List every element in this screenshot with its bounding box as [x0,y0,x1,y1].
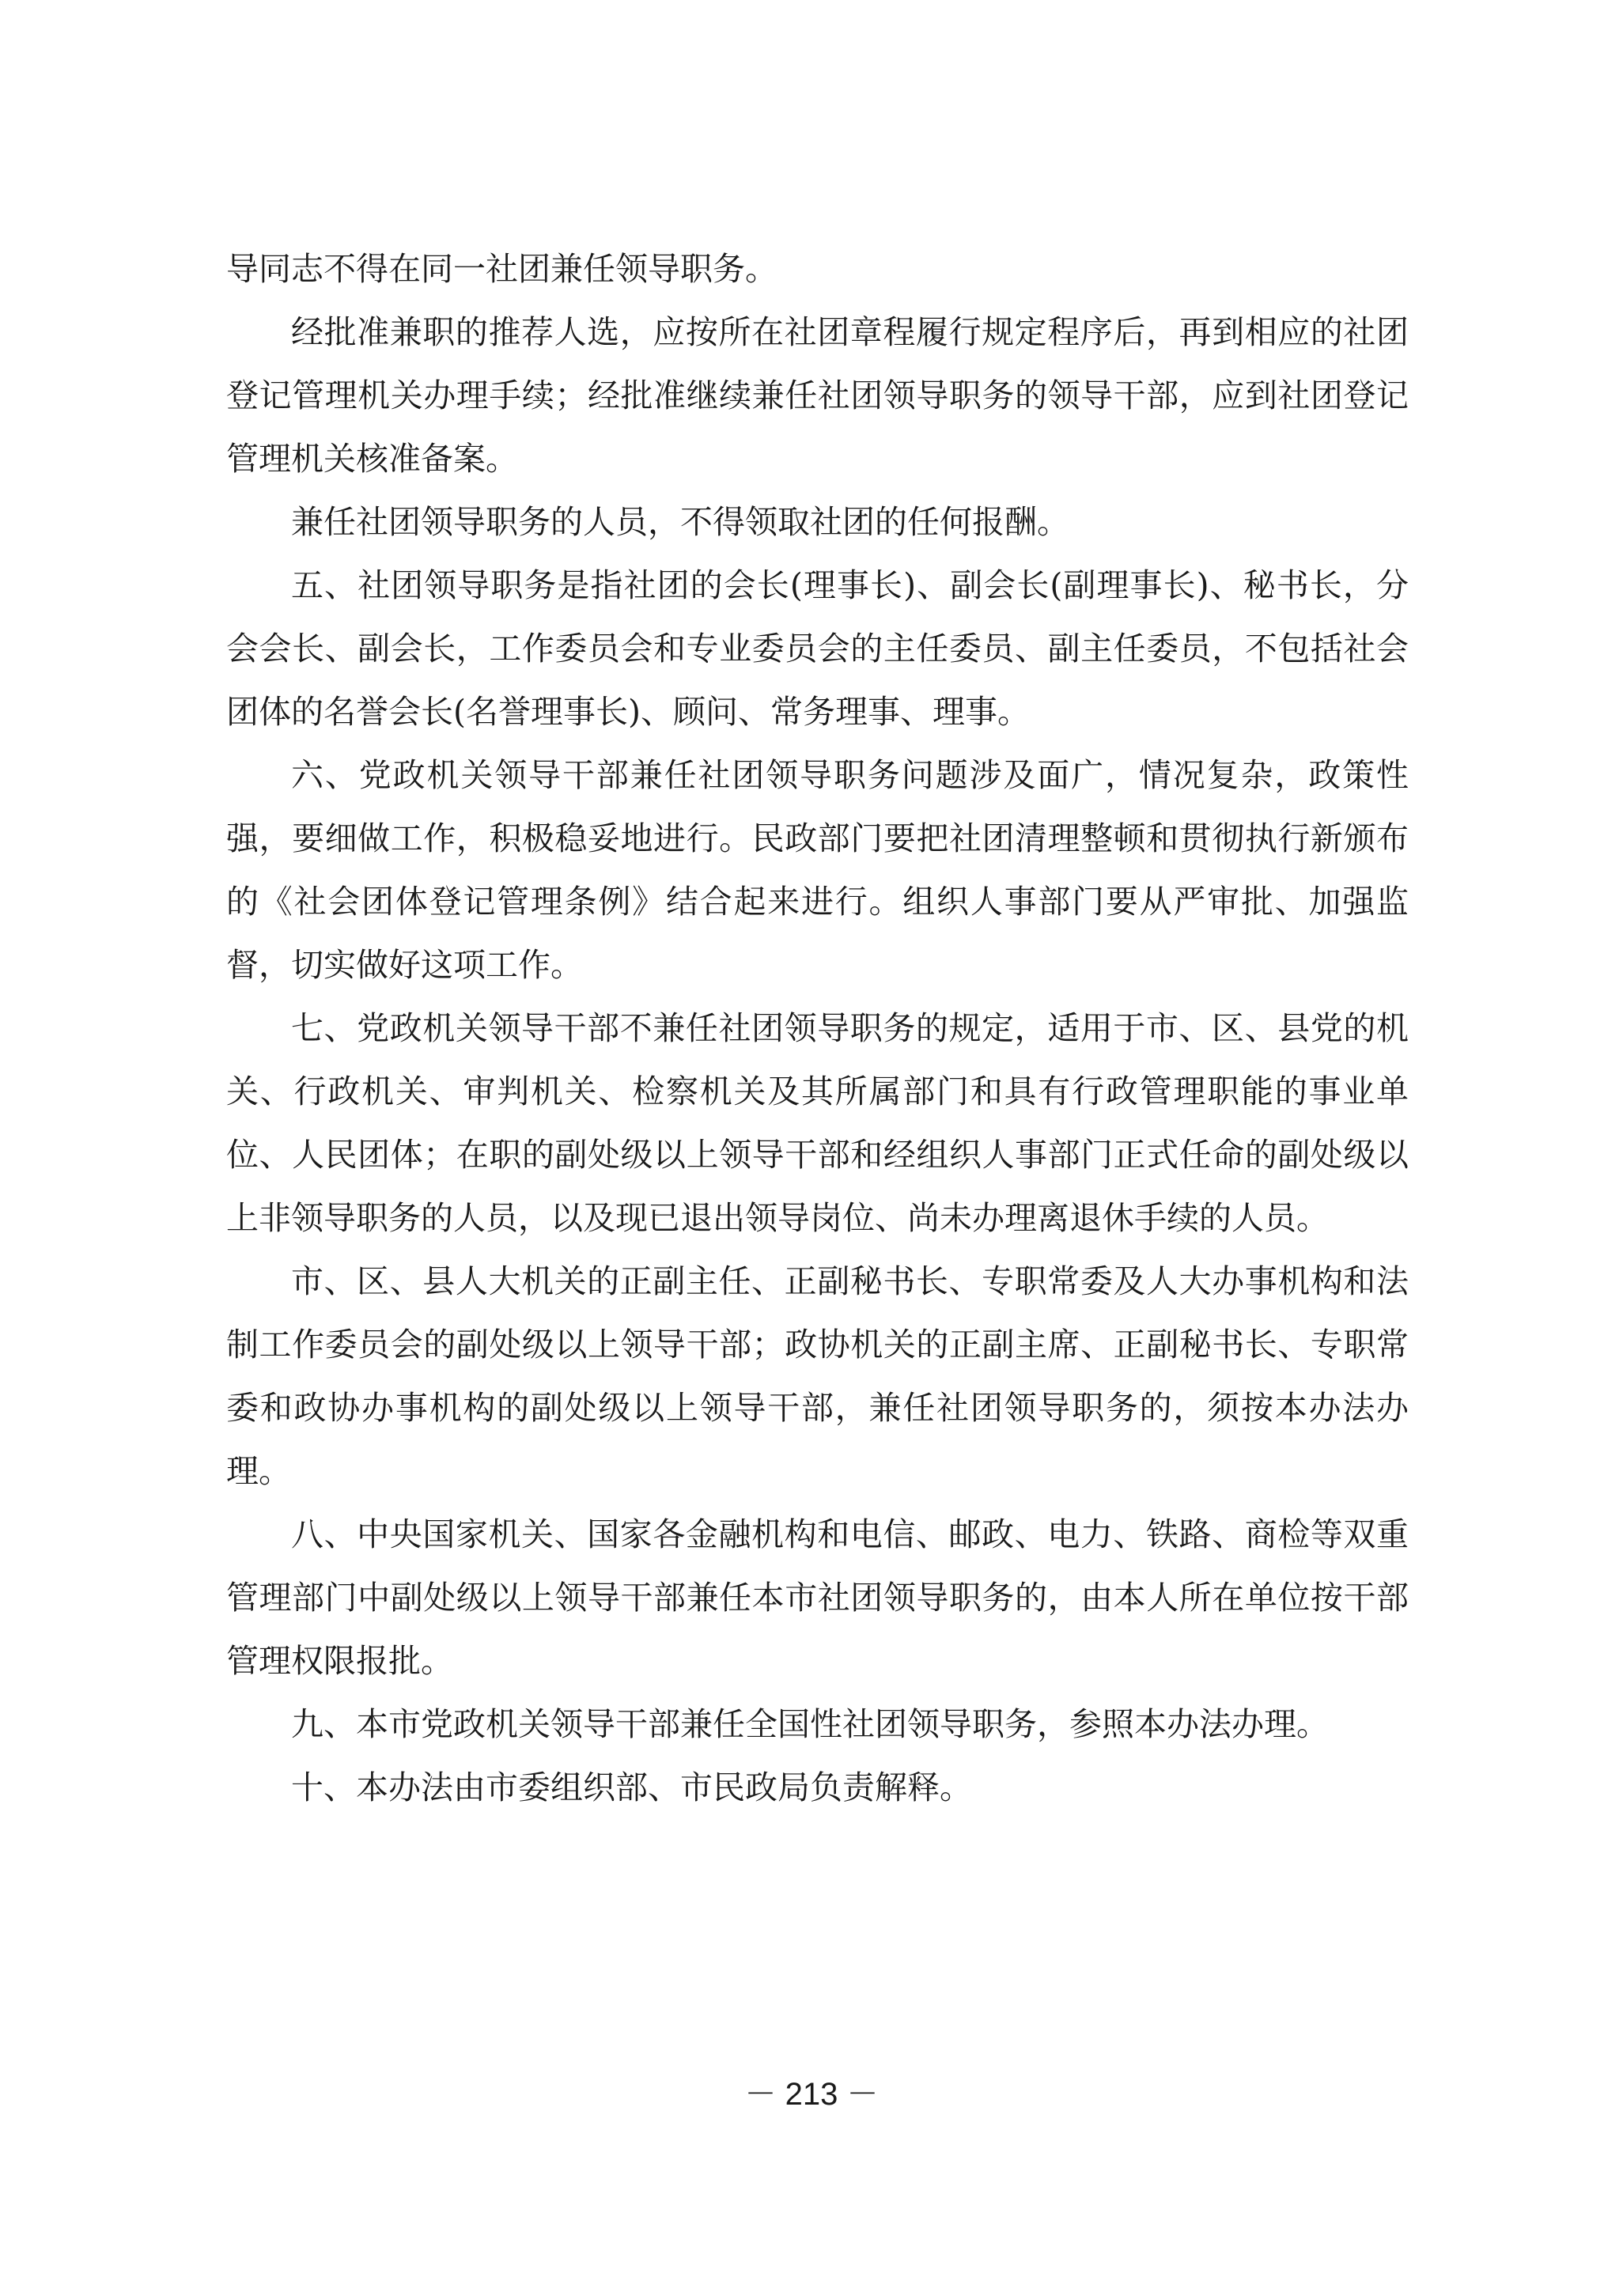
paragraph-article-7-supplement: 市、区、县人大机关的正副主任、正副秘书长、专职常委及人大办事机构和法制工作委员会的副处级以上领导干部；政协机关的正副主席、正副秘书长、专职常委和政协办事机构的副处级以上领导干部，兼任社团领导职务的，须按本办法办理。 [226,1262,1409,1490]
paragraph-no-remuneration: 兼任社团领导职务的人员，不得领取社团的任何报酬。 [291,503,1069,541]
paragraph-article-9: 九、本市党政机关领导干部兼任全国性社团领导职务，参照本办法办理。 [291,1705,1329,1743]
paragraph-approval-procedure: 经批准兼职的推荐人选，应按所在社团章程履行规定程序后，再到相应的社团登记管理机关办理手续；经批准继续兼任社团领导职务的领导干部，应到社团登记管理机关核准备案。 [226,313,1409,478]
paragraph-article-6: 六、党政机关领导干部兼任社团领导职务问题涉及面广，情况复杂，政策性强，要细做工作，积极稳妥地进行。民政部门要把社团清理整顿和贯彻执行新颁布的《社会团体登记管理条例》结合起来进行。组织人事部门要从严审批、加强监督，切实做好这项工作。 [226,756,1409,984]
document-body [226,237,1409,1819]
paragraph-article-8: 八、中央国家机关、国家各金融机构和电信、邮政、电力、铁路、商检等双重管理部门中副处级以上领导干部兼任本市社团领导职务的，由本人所在单位按干部管理权限报批。 [226,1515,1409,1680]
page-number: － 213 － [744,2077,879,2112]
paragraph-article-7: 七、党政机关领导干部不兼任社团领导职务的规定，适用于市、区、县党的机关、行政机关、审判机关、检察机关及其所属部门和具有行政管理职能的事业单位、人民团体；在职的副处级以上领导干部和经组织人事部门正式任命的副处级以上非领导职务的人员，以及现已退出领导岗位、尚未办理离退休手续的人员。 [226,1009,1409,1237]
paragraph-article-5: 五、社团领导职务是指社团的会长(理事长)、副会长(副理事长)、秘书长，分会会长、副会长，工作委员会和专业委员会的主任委员、副主任委员，不包括社会团体的名誉会长(名誉理事长)、顾问、常务理事、理事。 [226,566,1409,731]
paragraph-continuation: 导同志不得在同一社团兼任领导职务。 [226,250,777,288]
paragraph-article-10: 十、本办法由市委组织部、市民政局负责解释。 [291,1768,972,1806]
